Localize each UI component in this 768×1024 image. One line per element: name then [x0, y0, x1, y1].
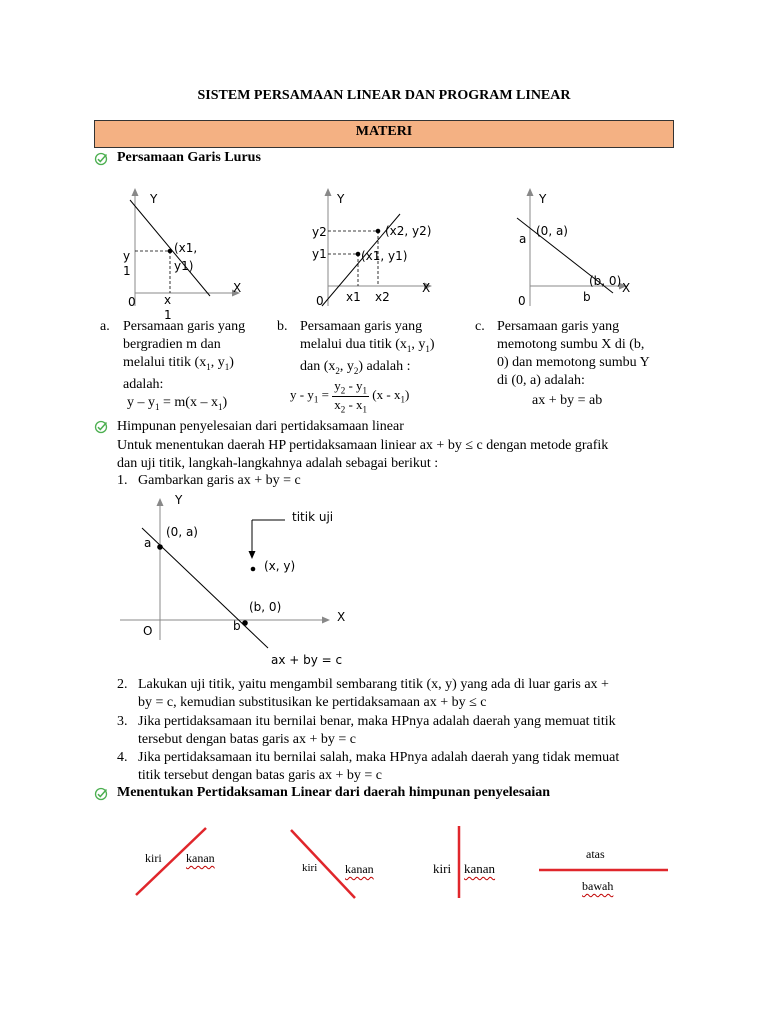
svg-text:(0, a): (0, a) [536, 224, 568, 238]
point-b [242, 620, 248, 626]
step2-number: 2. [117, 677, 128, 692]
origin-label: 0 [128, 295, 136, 309]
d3-left: kiri [433, 861, 452, 876]
d3-right: kanan [464, 861, 496, 876]
graph-a [110, 188, 250, 323]
svg-text:(x1,: (x1, [174, 241, 198, 255]
section2-intro-line1: Untuk menentukan daerah HP pertidaksamaan liniear ax + by ≤ c dengan metode grafik [117, 438, 609, 453]
svg-text:0: 0 [316, 294, 324, 308]
svg-text:y1: y1 [312, 247, 327, 261]
svg-text:y1): y1) [174, 259, 194, 273]
step1-number: 1. [117, 473, 128, 488]
step3-number: 3. [117, 714, 128, 729]
d1-right: kanan [186, 851, 215, 865]
svg-text:a: a [519, 232, 527, 246]
svg-text:titik uji: titik uji [292, 510, 334, 524]
svg-text:Y: Y [175, 493, 183, 507]
item-c-formula: ax + by = ab [532, 393, 603, 408]
step4-line1: Jika pertidaksamaan itu bernilai salah, maka HPnya adalah daerah yang tidak memuat [138, 750, 620, 765]
d2-left: kiri [302, 862, 318, 874]
item-a-marker: a. [100, 319, 110, 334]
svg-text:(b, 0): (b, 0) [589, 274, 622, 288]
svg-text:X: X [422, 281, 431, 295]
svg-text:X: X [337, 610, 346, 624]
check-circle-icon [94, 152, 108, 166]
svg-text:Y: Y [539, 192, 547, 206]
main-graph [120, 490, 380, 675]
svg-text:0: 0 [518, 294, 526, 308]
svg-text:(x, y): (x, y) [264, 559, 296, 573]
svg-text:b: b [583, 290, 591, 304]
svg-text:1: 1 [164, 308, 172, 322]
item-a-text: Persamaan garis yang bergradien m dan melalui titik ($x_1$, $y_1$) adalah: $y - y_1 = m(x - x_1)$ [123, 319, 246, 412]
svg-text:y: y [123, 249, 131, 263]
svg-text:x1: x1 [346, 290, 361, 304]
svg-text:(x2, y2): (x2, y2) [385, 224, 432, 238]
svg-text:x2: x2 [375, 290, 390, 304]
svg-text:y2: y2 [312, 225, 327, 239]
two-point-formula: y - $y_1$ = $\frac{y_2 - y_1}{x_2 - x_1}$ $(x - x_1)$ [290, 378, 410, 415]
y-axis-label: Y [150, 192, 158, 206]
materi-header: MATERI [94, 120, 674, 148]
svg-text:x: x [164, 293, 172, 307]
section3-heading: Menentukan Pertidaksaman Linear dari daerah himpunan penyelesaian [117, 785, 551, 800]
section2-intro-line2: dan uji titik, langkah-langkahnya adalah sebagai berikut : [117, 456, 439, 471]
svg-text:a: a [144, 536, 152, 550]
check-circle-icon [94, 420, 108, 434]
item-b-marker: b. [277, 319, 288, 334]
item-b-text: Persamaan garis yang melalui dua titik ($x_1$, $y_1$) dan ($x_2$, $y_2$) adalah : [300, 319, 435, 376]
region-diagrams [0, 820, 768, 910]
d2-right: kanan [345, 862, 374, 876]
point [168, 249, 173, 254]
graph-c [505, 188, 635, 313]
d4-top: atas [586, 847, 605, 861]
step1-text: Gambarkan garis ax + by = c [138, 473, 301, 488]
svg-text:Y: Y [337, 192, 345, 206]
d1-left: kiri [145, 851, 162, 865]
document-title: SISTEM PERSAMAAN LINEAR DAN PROGRAM LINEAR [197, 88, 571, 103]
test-point [251, 567, 256, 572]
step3-line1: Jika pertidaksamaan itu bernilai benar, maka HPnya adalah daerah yang memuat titik [138, 714, 616, 729]
step3-line2: tersebut dengan batas garis ax + by = c [138, 732, 356, 747]
point-a [157, 544, 163, 550]
section2-heading: Himpunan penyelesaian dari pertidaksamaan linear [117, 419, 404, 434]
x-axis-label: X [233, 281, 242, 295]
svg-text:b: b [233, 619, 241, 633]
svg-text:(x1, y1): (x1, y1) [361, 249, 408, 263]
section1-heading: Persamaan Garis Lurus [117, 150, 261, 165]
svg-text:1: 1 [123, 264, 131, 278]
step2-line1: Lakukan uji titik, yaitu mengambil sembarang titik (x, y) yang ada di luar garis ax + [138, 677, 609, 692]
d4-bottom: bawah [582, 879, 614, 893]
graph-b [300, 188, 440, 313]
step4-line2: titik tersebut dengan batas garis ax + by = c [138, 768, 383, 783]
svg-text:ax + by = c: ax + by = c [271, 653, 343, 667]
step2-line2: by = c, kemudian substitusikan ke pertidaksamaan ax + by ≤ c [138, 695, 487, 710]
svg-text:(b, 0): (b, 0) [249, 600, 282, 614]
step4-number: 4. [117, 750, 128, 765]
check-circle-icon [94, 787, 108, 801]
item-c-text: Persamaan garis yang memotong sumbu X di (b, 0) dan memotong sumbu Y di (0, a) adalah: [497, 319, 650, 388]
svg-text:O: O [143, 624, 153, 638]
item-c-marker: c. [475, 319, 485, 334]
svg-text:(0, a): (0, a) [166, 525, 198, 539]
svg-text:X: X [622, 281, 631, 295]
